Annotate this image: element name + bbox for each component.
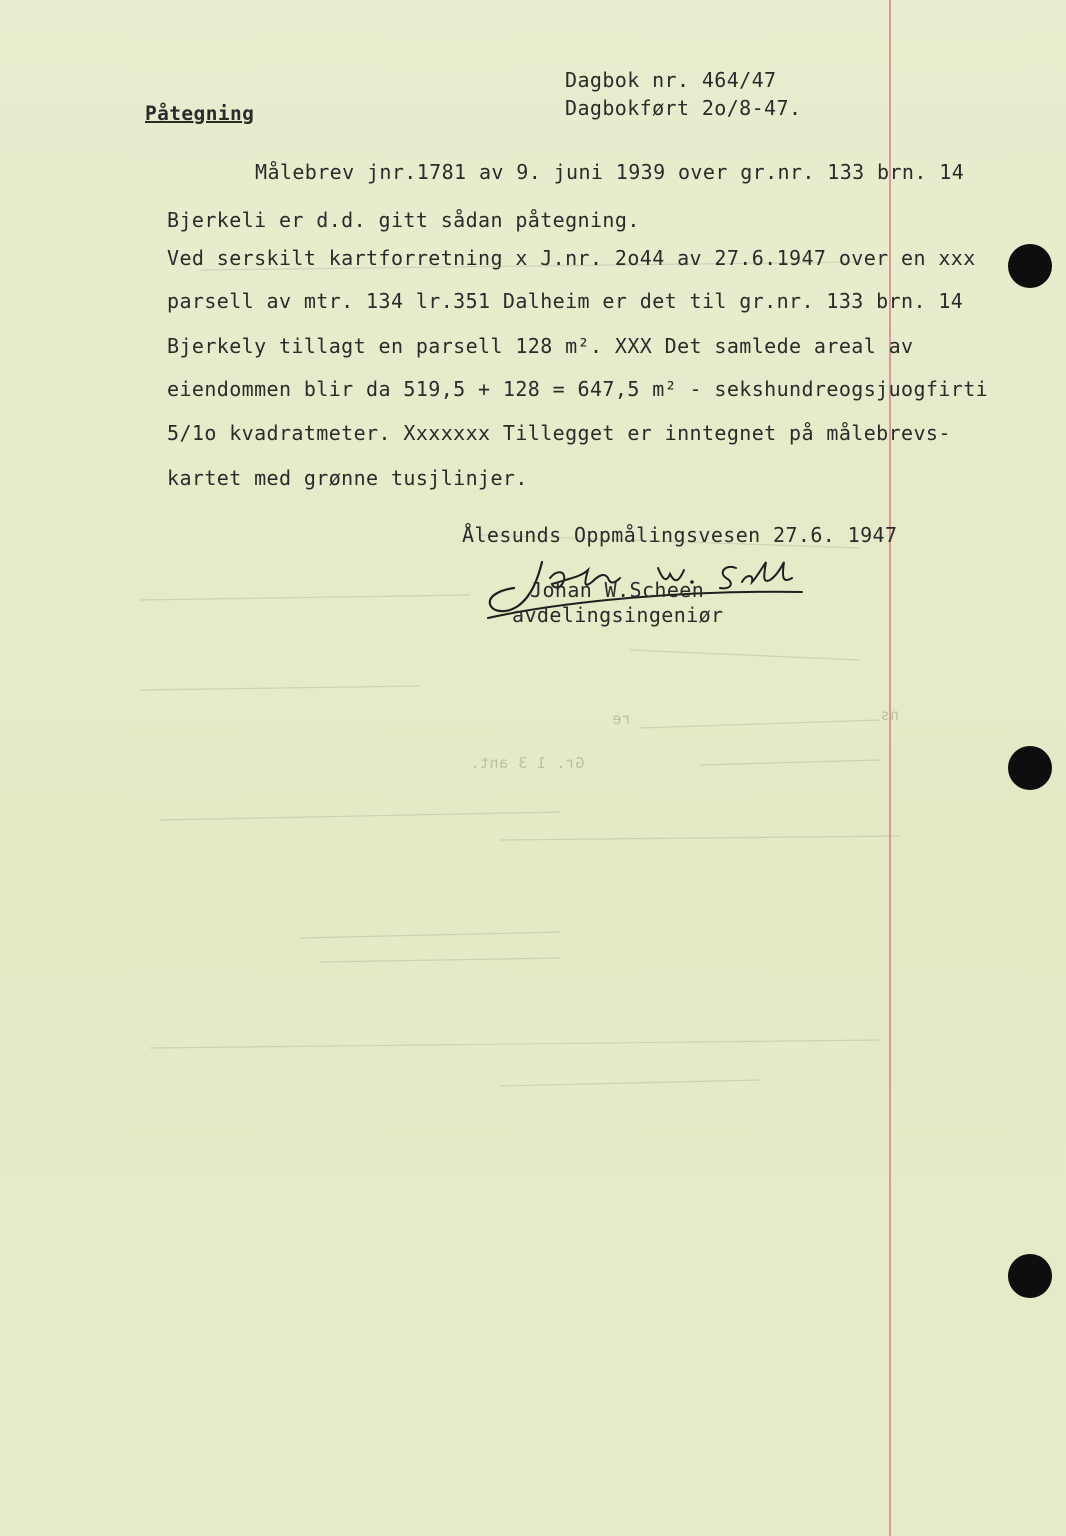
diary-number: Dagbok nr. 464/47 <box>565 68 777 92</box>
body-line-2: Bjerkeli er d.d. gitt sådan påtegning. <box>167 208 640 232</box>
body-line-7: 5/1o kvadratmeter. Xxxxxxx Tillegget er inntegnet på målebrevs- <box>167 421 951 445</box>
body-line-8: kartet med grønne tusjlinjer. <box>167 466 528 490</box>
body-line-5: Bjerkely tillagt en parsell 128 m². XXX Det samlede areal av <box>167 334 914 358</box>
signer-name: Johan W.Scheen <box>530 578 705 602</box>
body-line-6: eiendommen blir da 519,5 + 128 = 647,5 m² - sekshundreogsjuogfirti <box>167 377 989 401</box>
body-line-1: Målebrev jnr.1781 av 9. juni 1939 over gr.nr. 133 brn. 14 <box>255 160 965 184</box>
show-through-text-1: re <box>612 710 632 728</box>
body-line-3: Ved serskilt kartforretning x J.nr. 2o44 av 27.6.1947 over en xxx <box>167 246 976 270</box>
show-through-text-3: Gr. 1 3 ant. <box>470 754 585 772</box>
body-line-4: parsell av mtr. 134 lr.351 Dalheim er det til gr.nr. 133 brn. 14 <box>167 289 964 313</box>
signer-title: avdelingsingeniør <box>512 603 724 627</box>
diary-entered-date: Dagbokført 2o/8-47. <box>565 96 802 120</box>
heading-endorsement: Påtegning <box>145 102 255 125</box>
place-and-date: Ålesunds Oppmålingsvesen 27.6. 1947 <box>462 523 898 547</box>
show-through-text-2: ns <box>880 706 900 724</box>
